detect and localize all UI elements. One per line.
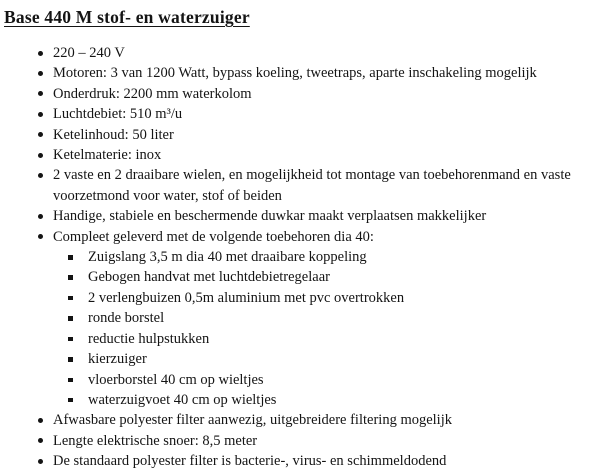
spec-item-text: 2 vaste en 2 draaibare wielen, en mogelijkheid tot montage van toebehorenmand en vaste voorzetmond voor water, stof of beiden (53, 167, 571, 204)
accessory-item: 2 verlengbuizen 0,5m aluminium met pvc overtrokken (53, 288, 594, 308)
spec-item-text: 220 – 240 V (53, 45, 125, 61)
spec-item-text: Handige, stabiele en beschermende duwkar maakt verplaatsen makkelijker (53, 208, 487, 225)
spec-item-text: Onderdruk: 2200 mm waterkolom (53, 85, 252, 102)
accessory-item: Gebogen handvat met luchtdebietregelaar (53, 267, 594, 287)
spec-item-text: Lengte elektrische snoer: 8,5 meter (53, 432, 258, 449)
page-title: Base 440 M stof- en waterzuiger (4, 7, 250, 27)
spec-item-text: Ketelmaterie: inox (53, 147, 162, 164)
accessory-item: vloerborstel 40 cm op wieltjes (53, 370, 594, 390)
accessories-sublist (53, 247, 594, 410)
spec-item (4, 165, 594, 206)
spec-item-text: Compleet geleverd met de volgende toebehoren dia 40: (53, 228, 374, 245)
spec-item (4, 125, 594, 145)
spec-item (4, 431, 594, 451)
spec-item (4, 206, 594, 226)
spec-item (4, 410, 594, 430)
spec-item-text: Motoren: 3 van 1200 Watt, bypass koeling, tweetraps, aparte inschakeling mogelijk (53, 65, 537, 82)
accessory-item: waterzuigvoet 40 cm op wieltjes (53, 390, 594, 410)
spec-item-text: De standaard polyester filter is bacterie-, virus- en schimmeldodend (53, 453, 447, 470)
spec-item (4, 145, 594, 165)
spec-item (4, 104, 594, 124)
spec-item (4, 63, 594, 83)
spec-list (4, 43, 594, 472)
spec-item-text: Afwasbare polyester filter aanwezig, uitgebreidere filtering mogelijk (53, 412, 452, 429)
accessory-item: reductie hulpstukken (53, 329, 594, 349)
accessory-item: kierzuiger (53, 349, 594, 369)
spec-item (4, 84, 594, 104)
spec-item (4, 451, 594, 471)
spec-item (4, 43, 594, 63)
accessory-item: Zuigslang 3,5 m dia 40 met draaibare koppeling (53, 247, 594, 267)
spec-item (4, 227, 594, 411)
spec-item-text: Luchtdebiet: 510 m³/u (53, 106, 183, 123)
accessory-item: ronde borstel (53, 308, 594, 328)
spec-item-text: Ketelinhoud: 50 liter (53, 126, 174, 143)
